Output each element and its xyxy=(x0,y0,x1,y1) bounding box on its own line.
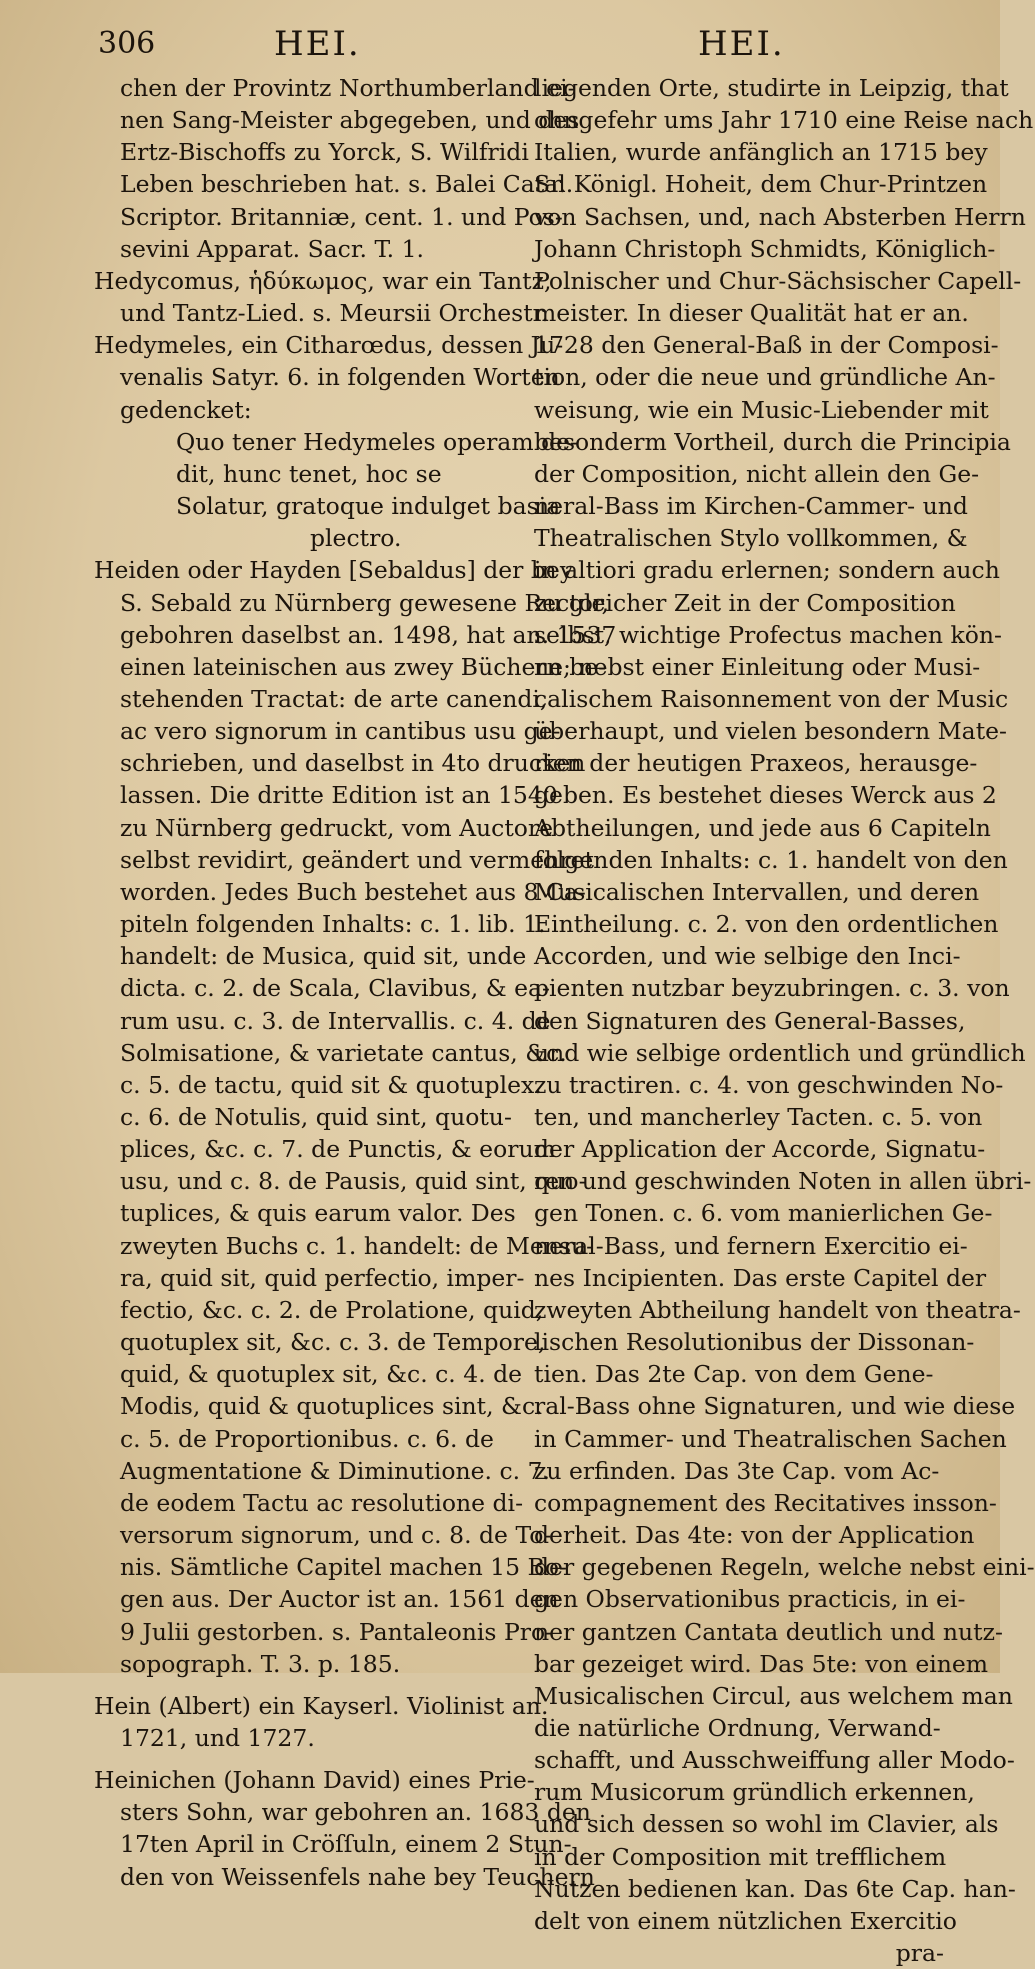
text-line: der Application der Accorde, Signatu- xyxy=(534,1135,986,1164)
text-line: chen der Provintz Northumberland ei- xyxy=(120,74,576,102)
right-column xyxy=(534,72,1035,1969)
text-line: c. 6. de Notulis, quid sint, quotu- xyxy=(120,1103,512,1131)
text-line: zweyten Buchs c. 1. handelt: de Mensu- xyxy=(120,1231,595,1260)
text-line: überhaupt, und vielen besondern Mate- xyxy=(534,717,1007,746)
text-line: zu Nürnberg gedruckt, vom Auctore xyxy=(120,813,554,842)
page-number: 306 xyxy=(98,26,156,61)
text-line: schrieben, und daselbst in 4to drucken xyxy=(120,749,586,778)
text-line: nes Incipienten. Das erste Capitel der xyxy=(534,1263,987,1292)
left-column xyxy=(94,72,617,1893)
text-line: c. 5. de Proportionibus. c. 6. de xyxy=(120,1424,494,1453)
text-line: liegenden Orte, studirte in Leipzig, that xyxy=(534,74,1009,102)
text-line: Augmentatione & Diminutione. c. 7. xyxy=(120,1456,550,1485)
entry-headword-line: Heinichen (Johann David) eines Prie- xyxy=(94,1766,535,1795)
text-line: S. Sebald zu Nürnberg gewesene Rector, xyxy=(120,588,609,617)
text-line: piteln folgenden Inhalts: c. 1. lib. 1. xyxy=(120,910,546,939)
text-line: selbst revidirt, geändert und vermehret xyxy=(120,845,594,874)
entry-headword-line: Hedycomus, ἡδύκωμος, war ein Tantz, xyxy=(94,266,552,295)
text-line: Polnischer und Chur-Sächsischer Capell- xyxy=(534,266,1022,295)
text-line: weisung, wie ein Music-Liebender mit xyxy=(534,395,989,424)
text-line: lassen. Die dritte Edition ist an 1540 xyxy=(120,781,558,810)
text-line: ten, und mancherley Tacten. c. 5. von xyxy=(534,1103,983,1131)
text-line: gebohren daselbst an. 1498, hat an. 1537 xyxy=(120,620,617,649)
text-line: ohngefehr ums Jahr 1710 eine Reise nach xyxy=(534,106,1034,135)
text-line: de eodem Tactu ac resolutione di- xyxy=(120,1488,524,1517)
text-line: in altiori gradu erlernen; sondern auch xyxy=(534,556,1000,585)
text-line: zu tractiren. c. 4. von geschwinden No- xyxy=(534,1070,1004,1099)
text-line: compagnement des Recitatives insson- xyxy=(534,1488,997,1517)
text-line: ral-Bass ohne Signaturen, und wie diese xyxy=(534,1392,1016,1421)
text-line: 1728 den General-Baß in der Composi- xyxy=(534,331,999,360)
entry-headword-line: Hedymeles, ein Citharœdus, dessen Ju- xyxy=(94,331,564,360)
text-line: sevini Apparat. Sacr. T. 1. xyxy=(120,234,425,263)
text-line: Nutzen bedienen kan. Das 6te Cap. han- xyxy=(534,1874,1016,1903)
catchword: pra- xyxy=(895,1939,944,1968)
text-line: ren und geschwinden Noten in allen übri- xyxy=(534,1167,1032,1196)
text-line: ra, quid sit, quid perfectio, imper- xyxy=(120,1263,525,1292)
text-line: 9 Julii gestorben. s. Pantaleonis Pro- xyxy=(120,1617,554,1646)
text-line: rum usu. c. 3. de Intervallis. c. 4. de xyxy=(120,1006,551,1035)
text-line: der Composition, nicht allein den Ge- xyxy=(534,459,980,488)
text-line: Abtheilungen, und jede aus 6 Capiteln xyxy=(534,813,991,842)
text-line: nen Sang-Meister abgegeben, und des xyxy=(120,106,580,135)
text-line: Musicalischen Circul, aus welchem man xyxy=(534,1681,1013,1710)
text-line: pienten nutzbar beyzubringen. c. 3. von xyxy=(534,974,1010,1003)
entry-headword-line: Hein (Albert) ein Kayserl. Violinist an. xyxy=(94,1691,549,1720)
text-line: rien der heutigen Praxeos, herausge- xyxy=(534,749,978,778)
text-line: ner gantzen Cantata deutlich und nutz- xyxy=(534,1617,1003,1646)
text-line: handelt: de Musica, quid sit, unde xyxy=(120,942,527,971)
text-line: gen aus. Der Auctor ist an. 1561 den xyxy=(120,1585,559,1614)
text-line: zweyten Abtheilung handelt von theatra- xyxy=(534,1295,1021,1324)
entry-headword-line: Heiden oder Hayden [Sebaldus] der bey xyxy=(94,556,574,585)
text-line: zu erfinden. Das 3te Cap. vom Ac- xyxy=(534,1456,940,1485)
text-line: ac vero signorum in cantibus usu ge- xyxy=(120,717,561,746)
text-line: tuplices, & quis earum valor. Des xyxy=(120,1199,516,1228)
text-line: den Signaturen des General-Basses, xyxy=(534,1006,966,1035)
text-line: und Tantz-Lied. s. Meursii Orchestr. xyxy=(120,299,549,328)
text-line: Modis, quid & quotuplices sint, &c. xyxy=(120,1392,543,1421)
text-line: selbst, wichtige Profectus machen kön- xyxy=(534,620,1002,649)
text-line: rum Musicorum gründlich erkennen, xyxy=(534,1778,975,1807)
running-header xyxy=(0,18,1000,68)
text-line: ne; nebst einer Einleitung oder Musi- xyxy=(534,652,981,681)
text-line: derheit. Das 4te: von der Application xyxy=(534,1521,975,1550)
text-line: versorum signorum, und c. 8. de To- xyxy=(120,1521,552,1550)
text-line: Accorden, und wie selbige den Inci- xyxy=(534,942,961,971)
text-line: Sr. Königl. Hoheit, dem Chur-Printzen xyxy=(534,170,988,199)
text-line: tien. Das 2te Cap. von dem Gene- xyxy=(534,1360,934,1389)
text-line: meister. In dieser Qualität hat er an. xyxy=(534,299,969,328)
text-line: gedencket: xyxy=(120,395,252,424)
verse-line: Quo tener Hedymeles operam de- xyxy=(176,427,578,456)
text-line: Ertz-Bischoffs zu Yorck, S. Wilfridi xyxy=(120,138,529,167)
text-line: von Sachsen, und, nach Absterben Herrn xyxy=(534,202,1026,231)
text-line: c. 5. de tactu, quid sit & quotuplex. xyxy=(120,1070,542,1099)
text-line: Italien, wurde anfänglich an 1715 bey xyxy=(534,138,988,167)
text-line: delt von einem nützlichen Exercitio xyxy=(534,1906,957,1935)
text-line: bar gezeiget wird. Das 5te: von einem xyxy=(534,1649,989,1678)
text-line: Musicalischen Intervallen, und deren xyxy=(534,877,980,906)
text-line: einen lateinischen aus zwey Büchern be- xyxy=(120,652,607,681)
text-line: in der Composition mit trefflichem xyxy=(534,1842,947,1871)
header-title-left: HEI. xyxy=(274,24,361,64)
verse-line: plectro. xyxy=(310,524,402,553)
text-line: plices, &c. c. 7. de Punctis, & eorum xyxy=(120,1135,556,1164)
text-line: neral-Bass im Kirchen-Cammer- und xyxy=(534,492,968,521)
text-line: nis. Sämtliche Capitel machen 15 Bo- xyxy=(120,1553,567,1582)
text-line: quotuplex sit, &c. c. 3. de Tempore, xyxy=(120,1328,546,1357)
text-line: 17ten April in Cröſſuln, einem 2 Stun- xyxy=(120,1830,572,1859)
text-line: neral-Bass, und fernern Exercitio ei- xyxy=(534,1231,968,1260)
text-line: und wie selbige ordentlich und gründlich xyxy=(534,1038,1026,1067)
text-line: in Cammer- und Theatralischen Sachen xyxy=(534,1424,1007,1453)
text-line: Scriptor. Britanniæ, cent. 1. und Pos- xyxy=(120,202,563,231)
text-line: gen Observationibus practicis, in ei- xyxy=(534,1585,966,1614)
text-line: lischen Resolutionibus der Dissonan- xyxy=(534,1328,975,1357)
text-line: venalis Satyr. 6. in folgenden Worten xyxy=(120,363,560,392)
text-line: besonderm Vortheil, durch die Principia xyxy=(534,427,1011,456)
text-line: usu, und c. 8. de Pausis, quid sint, quo- xyxy=(120,1167,587,1196)
text-line: stehenden Tractat: de arte canendi, xyxy=(120,684,548,713)
text-line: folgenden Inhalts: c. 1. handelt von den xyxy=(534,845,1008,874)
text-line: und sich dessen so wohl im Clavier, als xyxy=(534,1810,999,1839)
text-line: sters Sohn, war gebohren an. 1683 den xyxy=(120,1798,591,1827)
text-line: fectio, &c. c. 2. de Prolatione, quid, xyxy=(120,1295,544,1324)
text-line: Leben beschrieben hat. s. Balei Catal. xyxy=(120,170,574,199)
text-line: Johann Christoph Schmidts, Königlich- xyxy=(534,234,996,263)
text-line: calischem Raisonnement von der Music xyxy=(534,684,1009,713)
header-title-right: HEI. xyxy=(698,24,785,64)
text-line: der gegebenen Regeln, welche nebst eini- xyxy=(534,1553,1035,1582)
text-line: schafft, und Ausschweiffung aller Modo- xyxy=(534,1746,1015,1775)
text-line: den von Weissenfels nahe bey Teuchern xyxy=(120,1862,595,1891)
text-line: sopograph. T. 3. p. 185. xyxy=(120,1649,401,1678)
text-line: dicta. c. 2. de Scala, Clavibus, & ea- xyxy=(120,974,550,1003)
verse-line: dit, hunc tenet, hoc se xyxy=(176,459,442,488)
verse-line: Solatur, gratoque indulget basia xyxy=(176,492,561,521)
text-line: quid, & quotuplex sit, &c. c. 4. de xyxy=(120,1360,523,1389)
text-line: Solmisatione, & varietate cantus, &c. xyxy=(120,1038,567,1067)
text-line: Theatralischen Stylo vollkommen, & xyxy=(534,524,968,553)
text-line: die natürliche Ordnung, Verwand- xyxy=(534,1713,941,1742)
text-line: zu gleicher Zeit in der Composition xyxy=(534,588,956,617)
text-line: worden. Jedes Buch bestehet aus 8 Ca- xyxy=(120,877,586,906)
text-line: gen Tonen. c. 6. vom manierlichen Ge- xyxy=(534,1199,993,1228)
text-line: Eintheilung. c. 2. von den ordentlichen xyxy=(534,910,999,939)
text-line: geben. Es bestehet dieses Werck aus 2 xyxy=(534,781,997,810)
text-line: tion, oder die neue und gründliche An- xyxy=(534,363,996,392)
text-line: 1721, und 1727. xyxy=(120,1723,315,1752)
